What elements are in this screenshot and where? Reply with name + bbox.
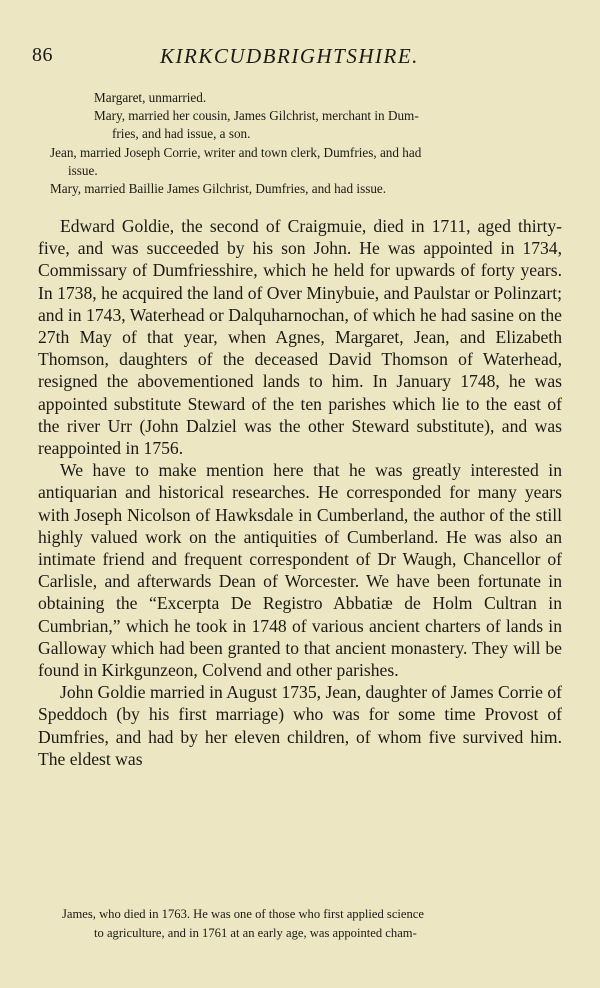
genealogy-entry-continuation: fries, and had issue, a son.: [112, 126, 251, 142]
page-header: [32, 44, 570, 72]
footnote: [62, 905, 570, 943]
genealogy-entry-continuation: issue.: [68, 162, 98, 178]
paragraph: We have to make mention here that he was greatly interested in antiquarian and historical researches. He corresponded for many years with Joseph Nicolson of Hawksdale in Cumberland, the author of the still highly valued work on the antiquities of Cumberland. He was also an intimate friend and frequent correspondent of Dr Waugh, Chancellor of Carlisle, and afterwards Dean of Worcester. We have been fortunate in obtaining the “Excerpta De Registro Abbatiæ de Holm Cultran in Cumbrian,” which he took in 1748 of various ancient charters of lands in Galloway which had been granted to that ancient monastery. They will be found in Kirkgunzeon, Colvend and other parishes.: [38, 460, 562, 681]
paragraph: Edward Goldie, the second of Craigmuie, died in 1711, aged thirty-five, and was succeeded by his son John. He was appointed in 1734, Commissary of Dumfriesshire, which he held for upwards of forty years. In 1738, he acquired the land of Over Minybuie, and Paulstar or Polinzart; and in 1743, Waterhead or Dalquharnochan, of which he had sasine on the 27th May of that year, when Agnes, Margaret, Jean, and Elizabeth Thomson, daughters of the deceased David Thomson of Waterhead, resigned the abovementioned lands to him. In January 1748, he was appointed substitute Steward of the ten parishes which lie to the east of the river Urr (John Dalziel was the other Steward substitute), and was reappointed in 1756.: [38, 216, 562, 459]
footnote-line: James, who died in 1763. He was one of those who first applied science: [62, 907, 424, 921]
genealogy-entry: Jean, married Joseph Corrie, writer and town clerk, Dumfries, and had: [50, 144, 422, 160]
running-title: KIRKCUDBRIGHTSHIRE.: [160, 44, 419, 68]
body-text: [38, 215, 562, 770]
page-number: 86: [32, 44, 53, 66]
genealogy-entry: Mary, married Baillie James Gilchrist, Dumfries, and had issue.: [50, 180, 387, 196]
genealogy-entry: Mary, married her cousin, James Gilchrist, merchant in Dum-: [94, 108, 419, 124]
genealogy-list: [50, 89, 570, 198]
footnote-line: to agriculture, and in 1761 at an early age, was appointed cham-: [94, 926, 417, 940]
genealogy-entry: Margaret, unmarried.: [94, 90, 207, 105]
paragraph: John Goldie married in August 1735, Jean, daughter of James Corrie of Speddoch (by his first marriage) who was for some time Provost of Dumfries, and had by her eleven children, of whom five survived him. The eldest was: [38, 682, 562, 769]
